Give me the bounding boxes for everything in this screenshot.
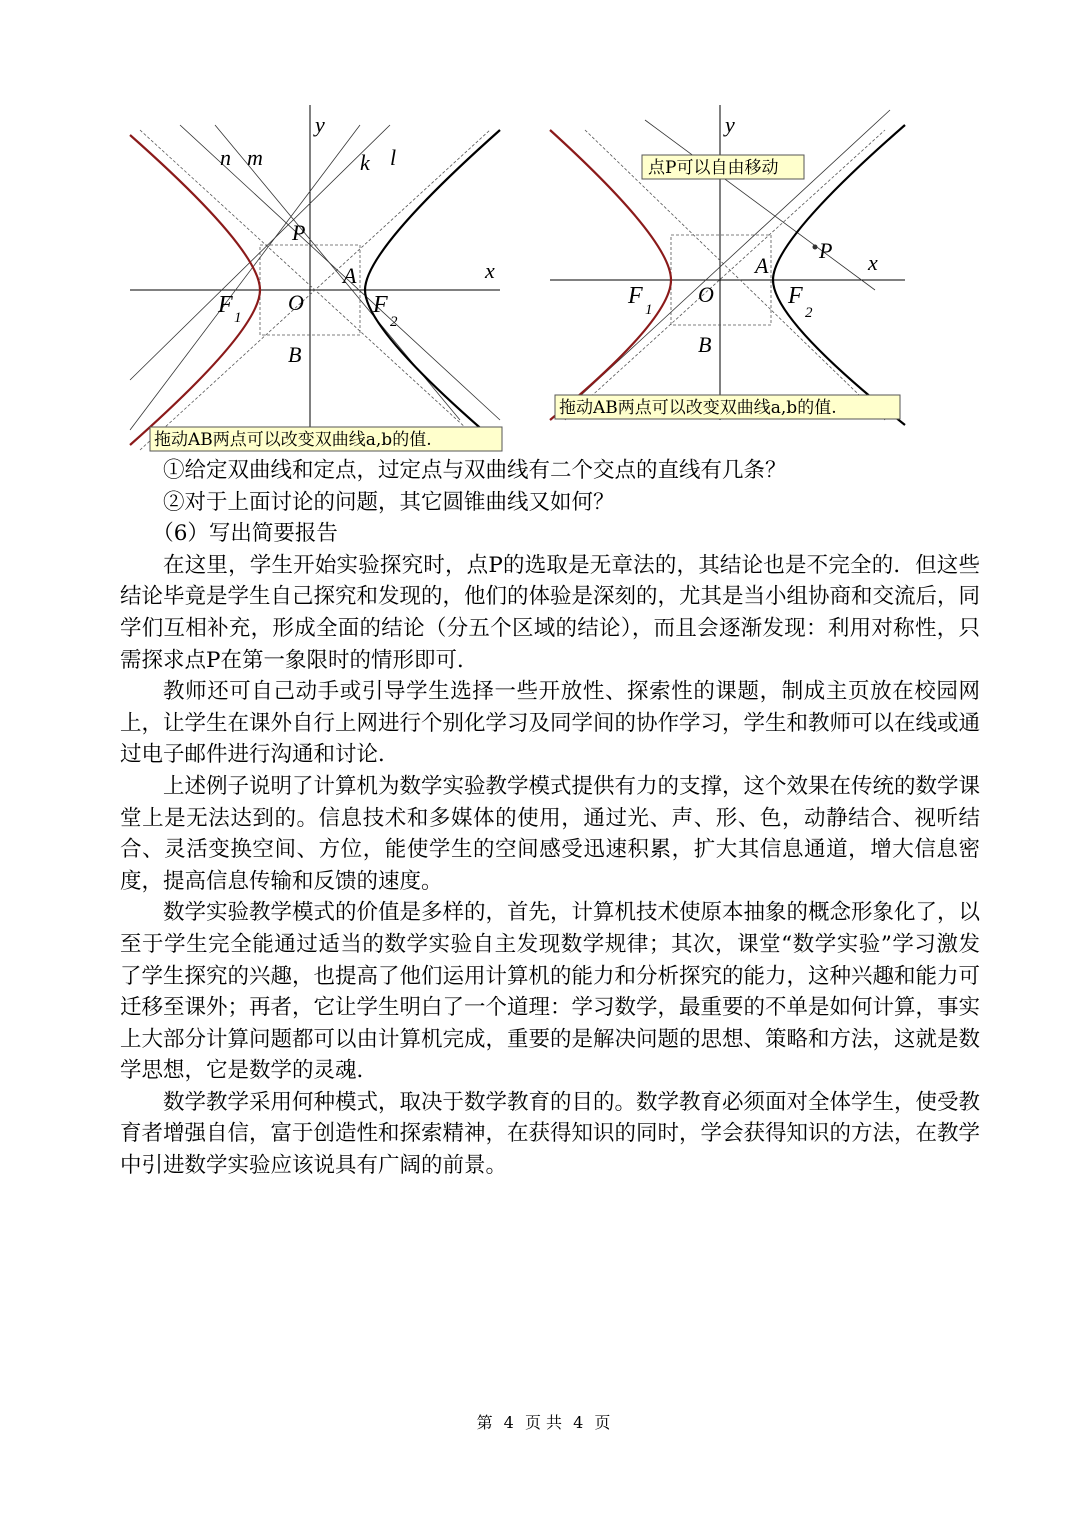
label-point-p-2: P — [819, 238, 833, 263]
figure1-svg — [120, 100, 510, 460]
paragraph-5: 数学教学采用何种模式，取决于数学教育的目的。数学教育必须面对全体学生，使受教育者增强自信，富于创造性和探索精神，在获得知识的同时，学会获得知识的方法，在教学中引进数学实验应该说具有广阔的前景。 — [120, 1089, 981, 1179]
footer-mid: 页 共 — [524, 1413, 563, 1432]
label-point-o: O — [288, 290, 304, 315]
paragraph-4: 数学实验教学模式的价值是多样的，首先，计算机技术使原本抽象的概念形象化了，以至于学生完全能通过适当的数学实验自主发现数学规律；其次，课堂“数学实验”学习激发了学生探究的兴趣，也提高了他们运用计算机的能力和分析探究的能力，这种兴趣和能力可迁移至课外；再者，它让学生明白了一个道理：学习数学，最重要的不单是如何计算，事实上大部分计算问题都可以由计算机完成，重要的是解决问题的思想、策略和方法，这就是数学思想，它是数学的灵魂． — [120, 900, 981, 1084]
question-1: ①给定双曲线和定点，过定点与双曲线有二个交点的直线有几条？ — [163, 458, 787, 483]
label-y-axis-2: y — [725, 112, 735, 137]
footer-suffix: 页 — [594, 1413, 611, 1432]
label-f1: F — [218, 292, 233, 318]
label-point-b: B — [288, 342, 302, 367]
label-y-axis: y — [315, 112, 325, 137]
paragraph-1: 在这里，学生开始实验探究时，点P的选取是无章法的，其结论也是不完全的．但这些结论毕竟是学生自己探究和发现的，他们的体验是深刻的，尤其是当小组协商和交流后，同学们互相补充，形成全面的结论（分五个区域的结论），而且会逐渐发现：利用对称性，只需探求点P在第一象限时的情形即可． — [120, 552, 981, 673]
label-point-a: A — [343, 263, 357, 288]
line-k — [130, 125, 360, 430]
paragraph-3: 上述例子说明了计算机为数学实验教学模式提供有力的支撑，这个效果在传统的数学课堂上是无法达到的。信息技术和多媒体的使用，通过光、声、形、色，动静结合、视听结合、灵活变换空间、方位，能使学生的空间感受迅速积累，扩大其信息通道，增大信息密度，提高信息传输和反馈的速度。 — [120, 773, 981, 894]
label-f1-sub-2: 1 — [645, 302, 653, 318]
label-m: m — [247, 145, 263, 170]
moving-point-p[interactable] — [813, 245, 818, 250]
label-f1-2: F — [628, 283, 643, 309]
body-text — [120, 455, 980, 1182]
page-footer — [0, 1410, 1087, 1433]
label-point-p: P — [292, 220, 306, 245]
paragraph-2: 教师还可自己动手或引导学生选择一些开放性、探索性的课题，制成主页放在校园网上，让学生在课外自行上网进行个别化学习及同学间的协作学习，学生和教师可以在线或通过电子邮件进行沟通和讨论． — [120, 679, 981, 768]
label-x-axis: x — [485, 258, 495, 283]
figure2-caption: 拖动AB两点可以改变双曲线a,b的值. — [559, 398, 837, 418]
label-f2-sub: 2 — [390, 314, 398, 330]
footer-total: 4 — [573, 1413, 584, 1432]
figure-hyperbola-lines — [120, 100, 510, 460]
label-point-a-2: A — [755, 253, 769, 278]
footer-page: 4 — [503, 1413, 514, 1432]
figure1-caption: 拖动AB两点可以改变双曲线a,b的值. — [154, 430, 432, 450]
label-l: l — [390, 145, 397, 170]
label-f2: F — [373, 292, 388, 318]
label-n: n — [220, 145, 231, 170]
label-f1-sub: 1 — [234, 310, 242, 326]
label-f2-sub-2: 2 — [805, 305, 813, 321]
label-point-b-2: B — [698, 332, 712, 357]
label-point-o-2: O — [698, 282, 714, 307]
figure2-caption-top: 点P可以自由移动 — [648, 158, 779, 178]
label-f2-2: F — [788, 283, 803, 309]
step-6: （6）写出简要报告 — [152, 521, 338, 547]
label-k: k — [360, 150, 370, 175]
figure-hyperbola-moving-point — [545, 100, 910, 430]
label-x-axis-2: x — [868, 250, 878, 275]
footer-prefix: 第 — [476, 1413, 493, 1432]
question-2: ②对于上面讨论的问题，其它圆锥曲线又如何？ — [163, 489, 615, 515]
figure2-svg — [545, 100, 910, 430]
